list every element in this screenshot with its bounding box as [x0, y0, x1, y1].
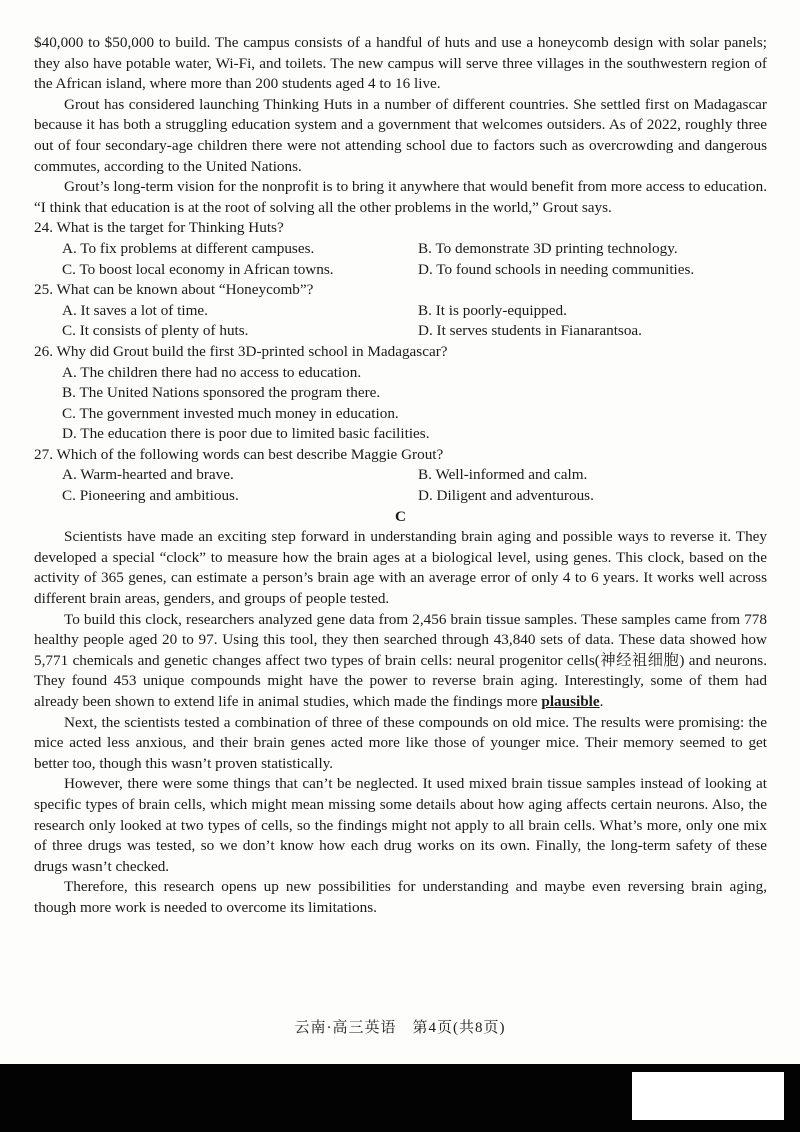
passage-b-paragraph-3: Grout’s long-term vision for the nonprofit is to bring it anywhere that would benefit from more access to education. “I think that education is at the root of solving all the other problems in the world,” Grout says. — [34, 178, 767, 216]
option-c: C. It consists of plenty of huts. — [62, 322, 249, 340]
question-27 — [34, 445, 767, 507]
option-a: A. The children there had no access to education. — [62, 363, 362, 381]
passage-b-paragraph-2: Grout has considered launching Thinking Huts in a number of different countries. She settled first on Madagascar because it has both a struggling education system and a government that welcomes outsiders. As of 2022, roughly three out of four secondary-age children there were not attending school due to factors such as overcrowding and dangerous commutes, according to the United Nations. — [34, 95, 767, 175]
option-a: A. To fix problems at different campuses. — [62, 239, 315, 257]
passage-c-paragraph-2 — [34, 610, 767, 713]
option-c: C. The government invested much money in education. — [62, 404, 399, 422]
option-grid — [34, 301, 767, 342]
page-footer: 云南·高三英语 第4页(共8页) — [294, 1020, 506, 1036]
question-25 — [34, 280, 767, 342]
passage-c-paragraph-1: Scientists have made an exciting step forward in understanding brain aging and possible ways to reverse it. They developed a special “clock” to measure how the brain ages at a biological level, using genes. This clock, based on the activity of 365 genes, can estimate a person’s brain age with an average error of only 4 to 6 years. It works well across different brain areas, genders, and groups of people tested. — [34, 528, 767, 608]
option-d: D. Diligent and adventurous. — [418, 487, 594, 505]
exam-page-content — [34, 33, 767, 919]
paragraph-text-end: . — [599, 693, 604, 710]
option-b: B. The United Nations sponsored the program there. — [62, 384, 381, 402]
passage-c-paragraph-3: Next, the scientists tested a combination of three of these compounds on old mice. The results were promising: the mice acted less anxious, and their brain genes acted more like those of younger mice. Their memory seemed to get better too, though this wasn’t proven statistically. — [34, 713, 767, 772]
option-d: D. The education there is poor due to limited basic facilities. — [62, 425, 430, 443]
option-c: C. Pioneering and ambitious. — [62, 487, 239, 505]
underlined-keyword: plausible — [541, 693, 600, 710]
option-list — [34, 363, 767, 445]
paragraph-text: To build this clock, researchers analyzed gene data from 2,456 brain tissue samples. These samples came from 778 healthy people aged 20 to 97. Using this tool, they then searched through 43,840 sets of data. These data showed how 5,771 chemicals and genetic changes affect two types of brain cells: neural progenitor cells(神经祖细胞) and neurons. They found 453 unique compounds might have the power to reverse brain aging. Interestingly, some of them had already been shown to extend life in animal studies, which made the findings more — [34, 610, 767, 710]
question-stem: 24. What is the target for Thinking Huts? — [34, 219, 284, 237]
option-a: A. Warm-hearted and brave. — [62, 466, 234, 484]
passage-b-paragraph-1: $40,000 to $50,000 to build. The campus consists of a handful of huts and use a honeycomb design with solar panels; they also have potable water, Wi-Fi, and toilets. The new campus will serve three villages in the southwestern region of the African island, where more than 200 students aged 4 to 16 live. — [34, 34, 767, 93]
question-26 — [34, 342, 767, 445]
passage-c-paragraph-5: Therefore, this research opens up new possibilities for understanding and maybe even reversing brain aging, though more work is needed to overcome its limitations. — [34, 878, 767, 916]
option-d: D. It serves students in Fianarantsoa. — [418, 322, 642, 340]
question-stem: 27. Which of the following words can best describe Maggie Grout? — [34, 445, 444, 463]
section-heading-c: C — [395, 507, 406, 525]
option-a: A. It saves a lot of time. — [62, 301, 208, 319]
question-stem: 26. Why did Grout build the first 3D-printed school in Madagascar? — [34, 342, 448, 360]
option-grid — [34, 239, 767, 280]
question-24 — [34, 218, 767, 280]
white-redaction-box — [632, 1072, 784, 1120]
option-d: D. To found schools in needing communities. — [418, 260, 695, 278]
option-c: C. To boost local economy in African towns. — [62, 260, 334, 278]
question-stem: 25. What can be known about “Honeycomb”? — [34, 281, 314, 299]
option-b: B. It is poorly-equipped. — [418, 301, 567, 319]
option-b: B. Well-informed and calm. — [418, 466, 588, 484]
option-grid — [34, 465, 767, 506]
option-b: B. To demonstrate 3D printing technology. — [418, 239, 678, 257]
passage-c-paragraph-4: However, there were some things that can’t be neglected. It used mixed brain tissue samples instead of looking at specific types of brain cells, which might mean missing some details about how aging affects certain neurons. Also, the research only looked at two types of cells, so the findings might not apply to all brain cells. What’s more, only one mix of three drugs was tested, so we don’t know how each drug works on its own. Finally, the long-term safety of these drugs wasn’t checked. — [34, 775, 767, 875]
